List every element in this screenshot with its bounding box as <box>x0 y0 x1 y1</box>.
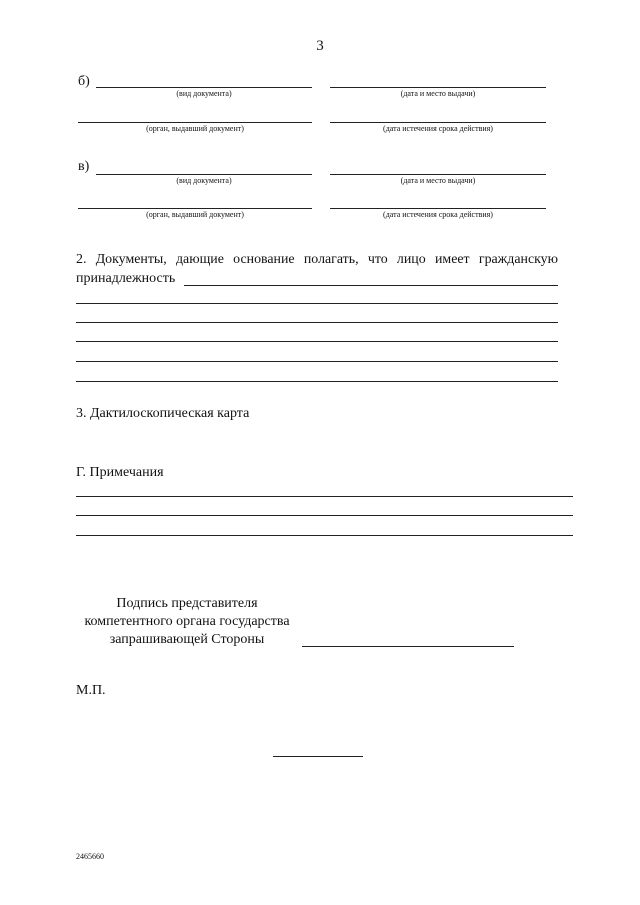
citizenship-documents-line[interactable] <box>76 361 558 362</box>
notes-line[interactable] <box>76 496 573 497</box>
page-number: 3 <box>316 38 324 54</box>
citizenship-documents-line[interactable] <box>76 341 558 342</box>
expiry-date-caption: (дата истечения срока действия) <box>383 124 493 133</box>
citizenship-documents-line[interactable] <box>76 303 558 304</box>
signature-label-line-1: Подпись представителя <box>116 596 258 611</box>
expiry-date-caption: (дата истечения срока действия) <box>383 210 493 219</box>
issuing-authority-caption: (орган, выдавший документ) <box>146 210 244 219</box>
doc-type-caption: (вид документа) <box>176 89 232 98</box>
doc-type-field[interactable] <box>96 87 312 88</box>
issuing-authority-field[interactable] <box>78 208 312 209</box>
notes-line[interactable] <box>76 515 573 516</box>
doc-type-field[interactable] <box>96 174 312 175</box>
item-2-heading: 2. Документы, дающие основание полагать, что лицо имеет гражданскую <box>76 252 558 267</box>
issuing-authority-field[interactable] <box>78 122 312 123</box>
issue-date-place-field[interactable] <box>330 174 546 175</box>
issue-date-place-field[interactable] <box>330 87 546 88</box>
issue-date-place-caption: (дата и место выдачи) <box>400 176 476 185</box>
issue-date-place-caption: (дата и место выдачи) <box>400 89 476 98</box>
section-b-marker: б) <box>78 74 90 89</box>
signature-label-line-2: компетентного органа государства <box>84 614 290 629</box>
signature-field[interactable] <box>302 646 514 647</box>
citizenship-documents-line[interactable] <box>76 381 558 382</box>
item-2-heading-continued: принадлежность <box>76 271 176 286</box>
citizenship-documents-line[interactable] <box>76 322 558 323</box>
item-3-fingerprint-card: 3. Дактилоскопическая карта <box>76 406 250 421</box>
expiry-date-field[interactable] <box>330 122 546 123</box>
notes-heading: Г. Примечания <box>76 465 164 480</box>
end-separator <box>273 756 363 757</box>
notes-line[interactable] <box>76 535 573 536</box>
expiry-date-field[interactable] <box>330 208 546 209</box>
document-code: 2465660 <box>76 852 104 861</box>
citizenship-documents-field[interactable] <box>184 285 558 286</box>
stamp-placeholder: М.П. <box>76 683 106 698</box>
signature-label-line-3: запрашивающей Стороны <box>109 632 265 647</box>
issuing-authority-caption: (орган, выдавший документ) <box>146 124 244 133</box>
section-v-marker: в) <box>78 159 90 174</box>
doc-type-caption: (вид документа) <box>176 176 232 185</box>
